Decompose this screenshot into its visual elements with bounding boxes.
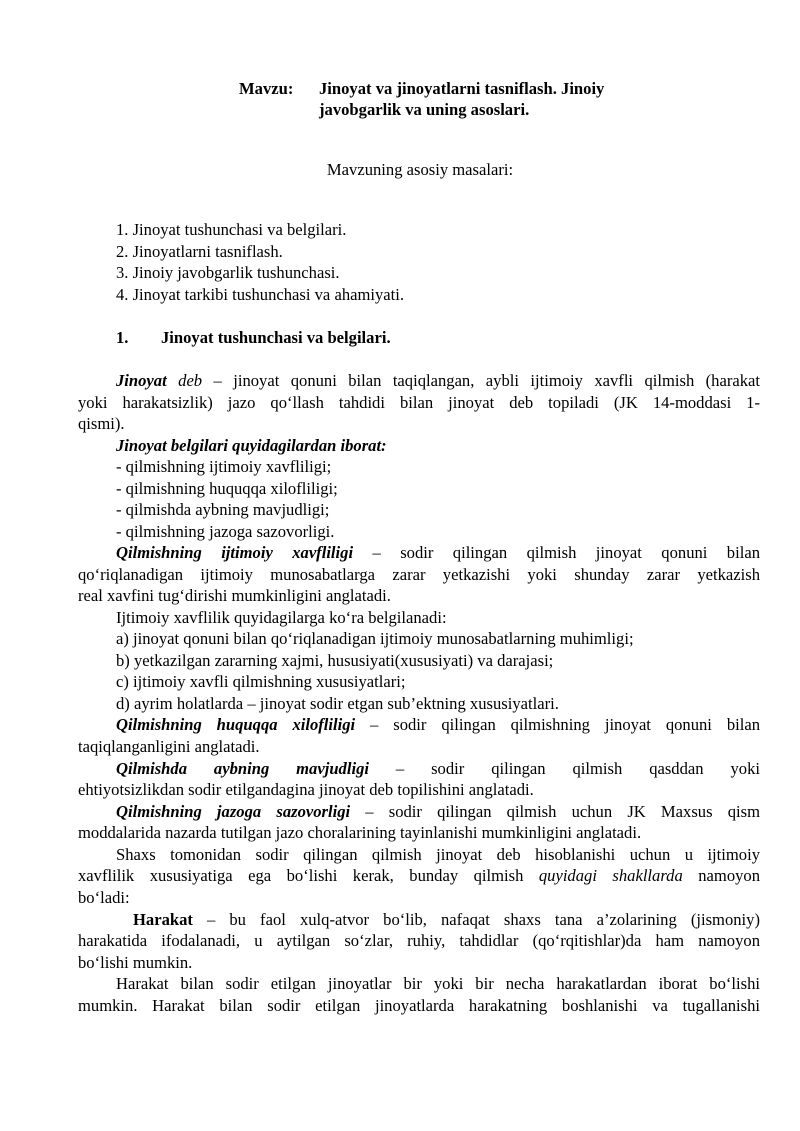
paragraph-line: Harakat – bu faol xulq-atvor bo‘lib, nafaqat shaxs tana a’zolarining (jismoniy) <box>133 910 760 929</box>
definition-line: yoki harakatsizlik) jazo qo‘llash tahdidi bilan jinoyat deb topiladi (JK 14-moddasi 1- <box>78 393 760 412</box>
sign-item: - qilmishning huquqqa xilofliligi; <box>116 479 338 498</box>
paragraph-line: real xavfini tug‘dirishi mumkinligini anglatadi. <box>78 586 391 605</box>
topic-title-line2: javobgarlik va uning asoslari. <box>319 100 530 119</box>
definition-line: Jinoyat deb – jinoyat qonuni bilan taqiqlangan, aybli ijtimoiy xavfli qilmish (harakat <box>116 371 761 390</box>
criteria-intro: Ijtimoiy xavflilik quyidagilarga ko‘ra belgilanadi: <box>116 608 447 627</box>
term: Qilmishda aybning mavjudligi <box>116 759 369 778</box>
paragraph-line: Harakat bilan sodir etilgan jinoyatlar bir yoki bir necha harakatlardan iborat bo‘lishi <box>116 974 760 993</box>
term: Qilmishning ijtimoiy xavfliligi <box>116 543 354 562</box>
term: Qilmishning huquqqa xilofliligi <box>116 715 356 734</box>
definition-deb: deb <box>178 371 203 390</box>
paragraph-line: Qilmishning huquqqa xilofliligi – sodir qilingan qilmishning jinoyat qonuni bilan <box>116 715 761 734</box>
criteria-item: c) ijtimoiy xavfli qilmishning xususiyatlari; <box>116 672 406 691</box>
paragraph-line: xavflilik xususiyatiga ega bo‘lishi kerak, bunday qilmish quyidagi shakllarda namoyon <box>78 866 761 885</box>
paragraph-line: taqiqlanganligini anglatadi. <box>78 737 260 756</box>
outline-item: 2. Jinoyatlarni tasniflash. <box>116 242 283 261</box>
paragraph-line: moddalarida nazarda tutilgan jazo choralarining tayinlanishi mumkinligini anglatadi. <box>78 823 642 842</box>
criteria-item: b) yetkazilgan zararning xajmi, hususiyati(xususiyati) va darajasi; <box>116 651 554 670</box>
sign-item: - qilmishda aybning mavjudligi; <box>116 500 330 519</box>
signs-heading: Jinoyat belgilari quyidagilardan iborat: <box>116 436 387 455</box>
paragraph-line: mumkin. Harakat bilan sodir etilgan jinoyatlarda harakatning boshlanishi va tugallanishi <box>78 996 760 1015</box>
paragraph-line: Qilmishning jazoga sazovorligi – sodir qilingan qilmish uchun JK Maxsus qism <box>116 802 760 821</box>
outline-item: 1. Jinoyat tushunchasi va belgilari. <box>116 220 347 239</box>
paragraph-line: Qilmishning ijtimoiy xavfliligi – sodir qilingan qilmish jinoyat qonuni bilan <box>116 543 760 562</box>
paragraph-line: qo‘riqlanadigan ijtimoiy munosabatlarga zarar yetkazishi yoki shunday zarar yetkazish <box>78 565 760 584</box>
paragraph-line: ehtiyotsizlikdan sodir etilgandagina jinoyat deb topilishini anglatadi. <box>78 780 534 799</box>
sign-item: - qilmishning ijtimoiy xavfliligi; <box>116 457 332 476</box>
section-number: 1. <box>116 328 129 347</box>
paragraph-line: Qilmishda aybning mavjudligi – sodir qilingan qilmish qasddan yoki <box>116 759 760 778</box>
paragraph-line: bo‘lishi mumkin. <box>78 953 193 972</box>
section-title: Jinoyat tushunchasi va belgilari. <box>161 328 391 347</box>
paragraph-line: Shaxs tomonidan sodir qilingan qilmish jinoyat deb hisoblanishi uchun u ijtimoiy <box>116 845 760 864</box>
subtitle: Mavzuning asosiy masalari: <box>326 160 514 179</box>
topic-label: Mavzu: <box>239 79 294 98</box>
definition-term: Jinoyat <box>116 371 167 390</box>
term: Harakat <box>133 910 193 929</box>
outline-item: 3. Jinoiy javobgarlik tushunchasi. <box>116 263 340 282</box>
criteria-item: d) ayrim holatlarda – jinoyat sodir etgan sub’ektning xususiyatlari. <box>116 694 559 713</box>
term: Qilmishning jazoga sazovorligi <box>116 802 351 821</box>
paragraph-line: bo‘ladi: <box>78 888 130 907</box>
paragraph-line: harakatida ifodalanadi, u aytilgan so‘zlar, ruhiy, tahdidlar (qo‘rqitishlar)da ham namoyon <box>78 931 760 950</box>
definition-line: qismi). <box>78 414 125 433</box>
italic-phrase: quyidagi shakllarda <box>538 866 683 885</box>
outline-item: 4. Jinoyat tarkibi tushunchasi va ahamiyati. <box>116 285 405 304</box>
topic-title-line1: Jinoyat va jinoyatlarni tasniflash. Jinoiy <box>319 79 605 98</box>
criteria-item: a) jinoyat qonuni bilan qo‘riqlanadigan ijtimoiy munosabatlarning muhimligi; <box>116 629 634 648</box>
sign-item: - qilmishning jazoga sazovorligi. <box>116 522 335 541</box>
